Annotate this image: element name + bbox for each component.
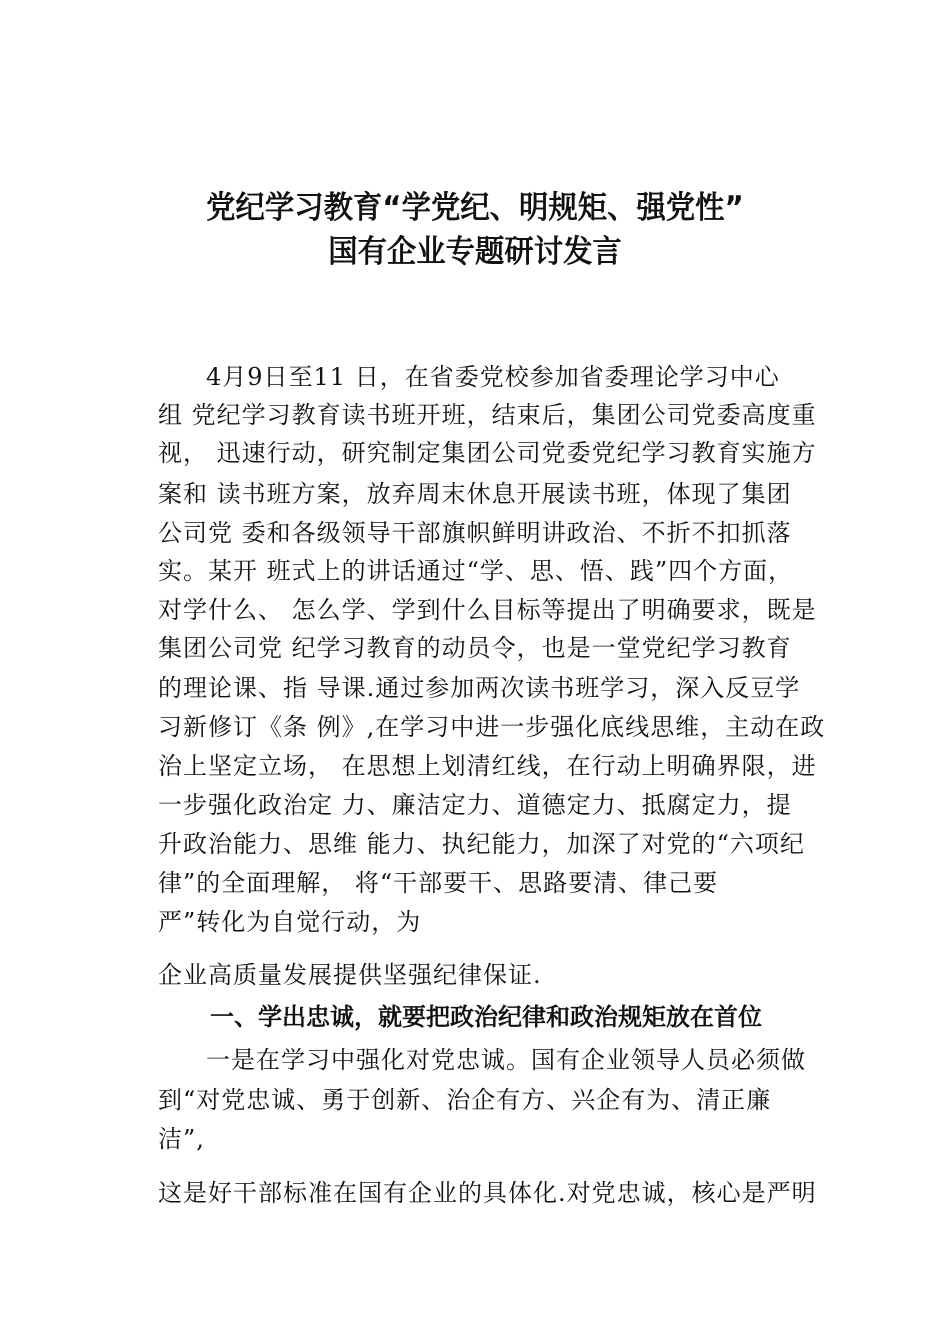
paragraph-line: 一是在学习中强化对党忠诚。国有企业领导人员必须做	[206, 1046, 806, 1074]
paragraph-line: 实。某开 班式上的讲话通过“学、思、悟、践”四个方面，	[158, 557, 794, 585]
paragraph-line: 到“对党忠诚、勇于创新、治企有方、兴企有为、清正廉	[158, 1086, 772, 1114]
paragraph-line: 集团公司党 纪学习教育的动员令，也是一堂党纪学习教育	[158, 634, 792, 662]
paragraph-line: 公司党 委和各级领导干部旗帜鲜明讲政治、不折不扣抓落	[158, 519, 792, 547]
document-title-line-1: 党纪学习教育“学党纪、明规矩、强党性”	[206, 190, 744, 226]
paragraph-line: 这是好干部标准在国有企业的具体化.对党忠诚，核心是严明	[158, 1179, 817, 1207]
section-heading: 一、学出忠诚，就要把政治纪律和政治规矩放在首位	[210, 1003, 762, 1031]
document-title-line-2: 国有企业专题研讨发言	[328, 234, 622, 270]
paragraph-line: 的理论课、指 导课.通过参加两次读书班学习，深入反豆学	[158, 674, 801, 702]
paragraph-line: 律”的全面理解， 将“干部要干、思路要清、律己要	[158, 869, 719, 897]
paragraph-line: 案和 读书班方案，放弃周末休息开展读书班，体现了集团	[158, 480, 792, 508]
paragraph-line: 一步强化政治定 力、廉洁定力、道德定力、抵腐定力，提	[158, 791, 792, 819]
paragraph-line: 严”转化为自觉行动，为	[158, 908, 422, 936]
paragraph-line: 组 党纪学习教育读书班开班，结束后，集团公司党委高度重	[158, 401, 817, 429]
paragraph-line: 企业高质量发展提供坚强纪律保证.	[158, 961, 542, 989]
paragraph-line: 升政治能力、思维 能力、执纪能力，加深了对党的“六项纪	[158, 830, 805, 858]
paragraph-line: 习新修订《条 例》,在学习中进一步强化底线思维，主动在政	[158, 713, 826, 741]
paragraph-line: 视， 迅速行动，研究制定集团公司党委党纪学习教育实施方	[158, 439, 817, 467]
paragraph-line: 治上坚定立场， 在思想上划清红线，在行动上明确界限，进	[158, 752, 817, 780]
paragraph-line: 对学什么、 怎么学、学到什么目标等提出了明确要求，既是	[158, 596, 817, 624]
paragraph-line: 4月9日至11 日，在省委党校参加省委理论学习中心	[206, 363, 780, 391]
paragraph-line: 洁”,	[158, 1125, 205, 1153]
